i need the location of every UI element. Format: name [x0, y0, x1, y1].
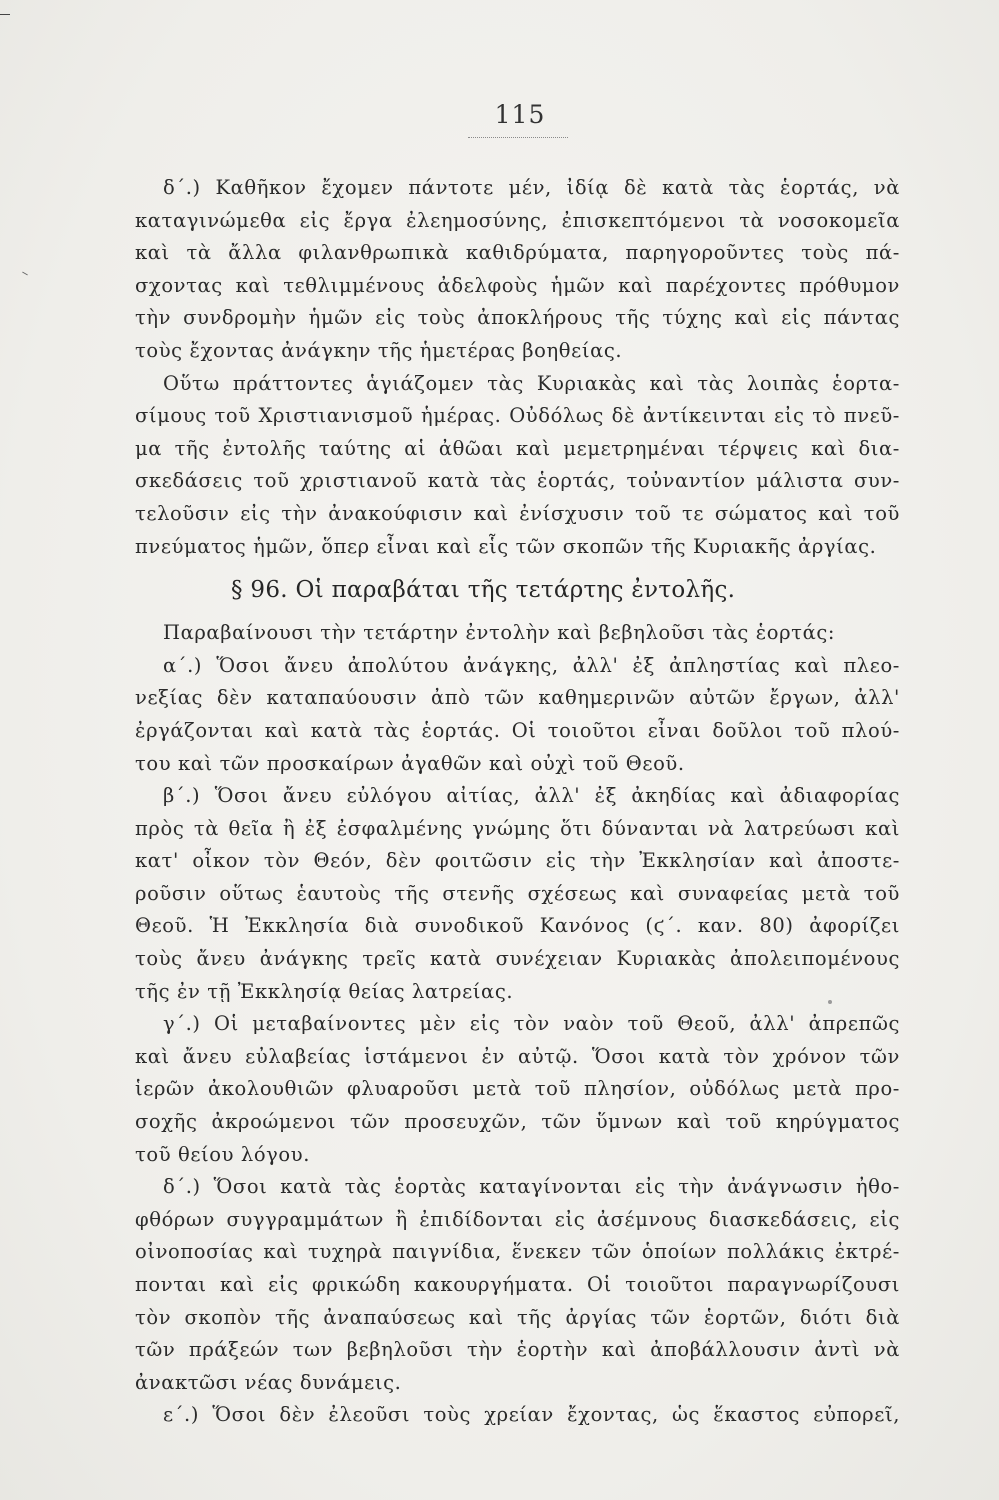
text-line: κατ' οἶκον τὸν Θεόν, δὲν φοιτῶσιν εἰς τὴν Ἐκκλησίαν καὶ ἀποστε-	[135, 849, 900, 873]
text-line: γ΄.) Οἱ μεταβαίνοντες μὲν εἰς τὸν ναὸν τοῦ Θεοῦ, ἀλλ' ἀπρεπῶς	[163, 1012, 900, 1036]
text-line: Θεοῦ. Ἡ Ἐκκλησία διὰ συνοδικοῦ Κανόνος (ϛ΄. καν. 80) ἀφορίζει	[135, 914, 900, 938]
text-line: Οὕτω πράττοντες ἁγιάζομεν τὰς Κυριακὰς καὶ τὰς λοιπὰς ἑορτα-	[163, 371, 900, 395]
text-line: ἐργάζονται καὶ κατὰ τὰς ἑορτάς. Οἱ τοιοῦτοι εἶναι δοῦλοι τοῦ πλού-	[135, 718, 900, 742]
text-line: τὸν σκοπὸν τῆς ἀναπαύσεως καὶ τῆς ἀργίας τῶν ἑορτῶν, διότι διὰ	[135, 1305, 900, 1329]
text-line: τῶν πράξεών των βεβηλοῦσι τὴν ἑορτὴν καὶ ἀποβάλλουσιν ἀντὶ νὰ	[135, 1338, 900, 1362]
text-line: τῆς ἐν τῇ Ἐκκλησίᾳ θείας λατρείας.	[135, 979, 514, 1003]
page-number-rule	[468, 137, 568, 138]
text-line: καταγινώμεθα εἰς ἔργα ἐλεημοσύνης, ἐπισκεπτόμενοι τὰ νοσοκομεῖα	[135, 208, 900, 232]
text-line: μα τῆς ἐντολῆς ταύτης αἱ ἀθῶαι καὶ μεμετρημέναι τέρψεις καὶ δια-	[135, 436, 900, 460]
paragraphs-after-heading	[135, 617, 900, 1432]
text-line: πνεύματος ἡμῶν, ὅπερ εἶναι καὶ εἷς τῶν σκοπῶν τῆς Κυριακῆς ἀργίας.	[135, 534, 877, 558]
page-number: 115	[494, 100, 546, 129]
text-line: τοὺς ἔχοντας ἀνάγκην τῆς ἡμετέρας βοηθείας.	[135, 338, 623, 362]
text-line: καὶ τὰ ἄλλα φιλανθρωπικὰ καθιδρύματα, παρηγοροῦντες τοὺς πά-	[135, 241, 900, 265]
paragraphs-before-heading	[135, 172, 900, 563]
text-line: α΄.) Ὅσοι ἄνευ ἀπολύτου ἀνάγκης, ἀλλ' ἐξ ἀπληστίας καὶ πλεο-	[163, 653, 900, 677]
text-line: πρὸς τὰ θεῖα ἢ ἐξ ἐσφαλμένης γνώμης ὅτι δύνανται νὰ λατρεύωσι καὶ	[135, 816, 900, 840]
text-line: καὶ ἄνευ εὐλαβείας ἱστάμενοι ἐν αὐτῷ. Ὅσοι κατὰ τὸν χρόνον τῶν	[135, 1044, 900, 1068]
text-line: ροῦσιν οὕτως ἑαυτοὺς τῆς στενῆς σχέσεως καὶ συναφείας μετὰ τοῦ	[135, 881, 900, 905]
text-line: ε΄.) Ὅσοι δὲν ἐλεοῦσι τοὺς χρείαν ἔχοντας, ὡς ἕκαστος εὐπορεῖ,	[163, 1403, 900, 1427]
text-line: σίμους τοῦ Χριστιανισμοῦ ἡμέρας. Οὐδόλως δὲ ἀντίκεινται εἰς τὸ πνεῦ-	[135, 404, 900, 428]
text-line: τοῦ θείου λόγου.	[135, 1142, 311, 1166]
text-line: σχοντας καὶ τεθλιμμένους ἀδελφοὺς ἡμῶν καὶ παρέχοντες πρόθυμον	[135, 273, 900, 297]
scan-edge-mark	[0, 14, 10, 15]
text-line: σοχῆς ἀκροώμενοι τῶν προσευχῶν, τῶν ὕμνων καὶ τοῦ κηρύγματος	[135, 1110, 900, 1134]
text-line: πονται καὶ εἰς φρικώδη κακουργήματα. Οἱ τοιοῦτοι παραγνωρίζουσι	[135, 1273, 900, 1296]
text-line: του καὶ τῶν προσκαίρων ἀγαθῶν καὶ οὐχὶ τοῦ Θεοῦ.	[135, 751, 685, 775]
text-line: δ΄.) Ὅσοι κατὰ τὰς ἑορτὰς καταγίνονται εἰς τὴν ἀνάγνωσιν ἠθο-	[163, 1175, 900, 1199]
text-line: τελοῦσιν εἰς τὴν ἀνακούφισιν καὶ ἐνίσχυσιν τοῦ τε σώματος καὶ τοῦ	[135, 501, 900, 525]
text-line: τοὺς ἄνευ ἀνάγκης τρεῖς κατὰ συνέχειαν Κυριακὰς ἀπολειπομένους	[135, 947, 900, 971]
text-line: β΄.) Ὅσοι ἄνευ εὐλόγου αἰτίας, ἀλλ' ἐξ ἀκηδίας καὶ ἀδιαφορίας	[163, 784, 900, 808]
text-line: ἱερῶν ἀκολουθιῶν φλυαροῦσι μετὰ τοῦ πλησίον, οὐδόλως μετὰ προ-	[135, 1077, 900, 1101]
body-text	[135, 172, 900, 1432]
text-line: φθόρων συγγραμμάτων ἢ ἐπιδίδονται εἰς ἀσέμνους διασκεδάσεις, εἰς	[135, 1207, 900, 1231]
section-heading: § 96. Οἱ παραβάται τῆς τετάρτης ἐντολῆς.	[231, 577, 736, 604]
text-line: Παραβαίνουσι τὴν τετάρτην ἐντολὴν καὶ βεβηλοῦσι τὰς ἑορτάς:	[163, 621, 836, 645]
text-line: νεξίας δὲν καταπαύουσιν ἀπὸ τῶν καθημερινῶν αὐτῶν ἔργων, ἀλλ'	[135, 686, 900, 710]
text-line: δ΄.) Καθῆκον ἔχομεν πάντοτε μέν, ἰδίᾳ δὲ κατὰ τὰς ἑορτάς, νὰ	[163, 176, 900, 199]
text-line: σκεδάσεις τοῦ χριστιανοῦ κατὰ τὰς ἑορτάς, τοὐναντίον μάλιστα συν-	[135, 469, 900, 493]
text-line: οἰνοποσίας καὶ τυχηρὰ παιγνίδια, ἕνεκεν τῶν ὁποίων πολλάκις ἐκτρέ-	[135, 1240, 900, 1264]
text-line: τὴν συνδρομὴν ἡμῶν εἰς τοὺς ἀποκλήρους τῆς τύχης καὶ εἰς πάντας	[135, 306, 900, 330]
scan-margin-mark	[22, 272, 28, 276]
text-line: ἀνακτῶσι νέας δυνάμεις.	[135, 1370, 402, 1394]
